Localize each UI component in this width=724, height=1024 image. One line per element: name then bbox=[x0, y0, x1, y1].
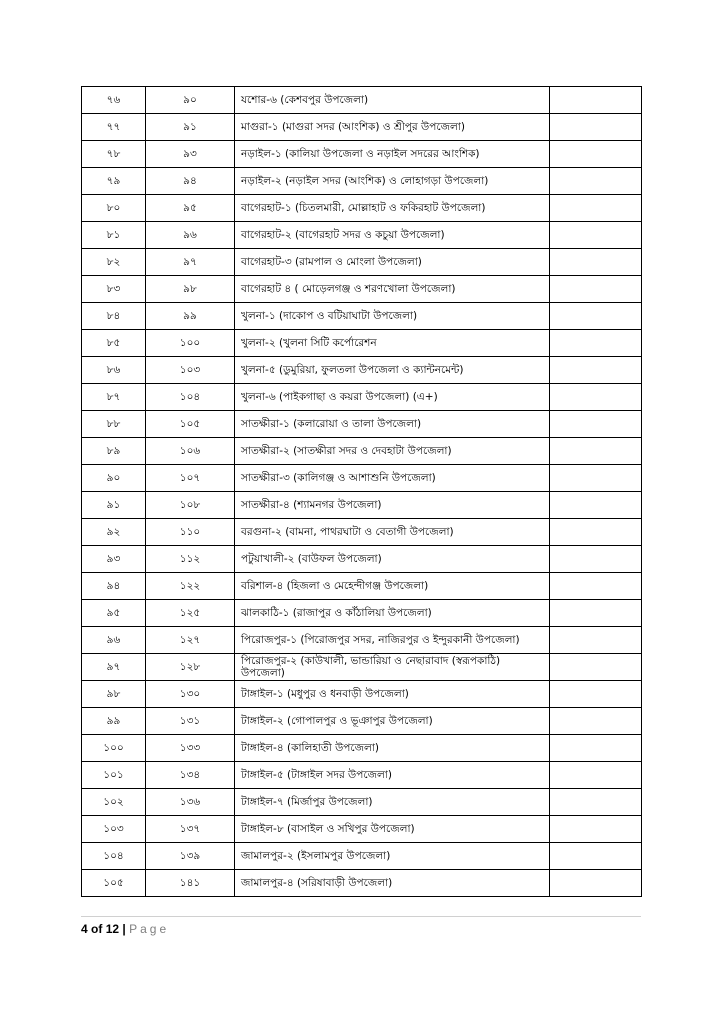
serial-cell: ৭৬ bbox=[82, 87, 146, 114]
constituency-name-cell: বরগুনা-২ (বামনা, পাথরঘাটা ও বেতাগী উপজেলা) bbox=[235, 519, 550, 546]
remark-cell bbox=[550, 870, 642, 897]
remark-cell bbox=[550, 681, 642, 708]
seat-number-cell: ৯৯ bbox=[146, 303, 235, 330]
constituency-name-cell: টাঙ্গাইল-১ (মধুপুর ও ধনবাড়ী উপজেলা) bbox=[235, 681, 550, 708]
remark-cell bbox=[550, 114, 642, 141]
seat-number-cell: ১০৮ bbox=[146, 492, 235, 519]
constituency-name-cell: পিরোজপুর-২ (কাউখালী, ভান্ডারিয়া ও নেছারাবাদ (স্বরূপকাঠি) উপজেলা) bbox=[235, 654, 550, 681]
remark-cell bbox=[550, 708, 642, 735]
remark-cell bbox=[550, 465, 642, 492]
serial-cell: ১০১ bbox=[82, 762, 146, 789]
serial-cell: ৯৩ bbox=[82, 546, 146, 573]
seat-number-cell: ৯৬ bbox=[146, 222, 235, 249]
constituency-name-cell: খুলনা-১ (দাকোপ ও বটিয়াঘাটা উপজেলা) bbox=[235, 303, 550, 330]
seat-table bbox=[81, 86, 642, 897]
table-row bbox=[82, 762, 642, 789]
table-body bbox=[82, 87, 642, 897]
table-row bbox=[82, 708, 642, 735]
table-row bbox=[82, 438, 642, 465]
page-number: 4 bbox=[81, 922, 88, 936]
page-label: Page bbox=[129, 922, 170, 936]
constituency-name-cell: বাগেরহাট ৪ ( মোড়েলগঞ্জ ও শরণখোলা উপজেলা) bbox=[235, 276, 550, 303]
table-row bbox=[82, 357, 642, 384]
table-row bbox=[82, 870, 642, 897]
serial-cell: ১০২ bbox=[82, 789, 146, 816]
seat-number-cell: ১০৫ bbox=[146, 411, 235, 438]
constituency-name-cell: খুলনা-৬ (পাইকগাছা ও কয়রা উপজেলা) (এ+) bbox=[235, 384, 550, 411]
remark-cell bbox=[550, 141, 642, 168]
constituency-name-cell: সাতক্ষীরা-১ (কলারোয়া ও তালা উপজেলা) bbox=[235, 411, 550, 438]
constituency-name-cell: জামালপুর-২ (ইসলামপুর উপজেলা) bbox=[235, 843, 550, 870]
page-total: of 12 bbox=[91, 922, 120, 936]
remark-cell bbox=[550, 843, 642, 870]
table-row bbox=[82, 411, 642, 438]
seat-number-cell: ১৩৭ bbox=[146, 816, 235, 843]
serial-cell: ৯২ bbox=[82, 519, 146, 546]
serial-cell: ৮৯ bbox=[82, 438, 146, 465]
seat-number-cell: ১০৪ bbox=[146, 384, 235, 411]
remark-cell bbox=[550, 276, 642, 303]
serial-cell: ১০০ bbox=[82, 735, 146, 762]
seat-number-cell: ১২৮ bbox=[146, 654, 235, 681]
serial-cell: ৮৬ bbox=[82, 357, 146, 384]
constituency-name-cell: সাতক্ষীরা-২ (সাতক্ষীরা সদর ও দেবহাটা উপজেলা) bbox=[235, 438, 550, 465]
table-row bbox=[82, 600, 642, 627]
remark-cell bbox=[550, 222, 642, 249]
serial-cell: ৮১ bbox=[82, 222, 146, 249]
remark-cell bbox=[550, 546, 642, 573]
constituency-name-cell: টাঙ্গাইল-৫ (টাঙ্গাইল সদর উপজেলা) bbox=[235, 762, 550, 789]
seat-number-cell: ৯৭ bbox=[146, 249, 235, 276]
seat-number-cell: ৯৩ bbox=[146, 141, 235, 168]
remark-cell bbox=[550, 303, 642, 330]
constituency-name-cell: বাগেরহাট-৩ (রামপাল ও মোংলা উপজেলা) bbox=[235, 249, 550, 276]
seat-number-cell: ১৩৩ bbox=[146, 735, 235, 762]
table-row bbox=[82, 87, 642, 114]
table-row bbox=[82, 843, 642, 870]
footer-separator: | bbox=[122, 922, 126, 936]
constituency-name-cell: ঝালকাঠি-১ (রাজাপুর ও কাঁঠালিয়া উপজেলা) bbox=[235, 600, 550, 627]
remark-cell bbox=[550, 438, 642, 465]
serial-cell: ৯১ bbox=[82, 492, 146, 519]
table-row bbox=[82, 492, 642, 519]
table-row bbox=[82, 330, 642, 357]
seat-number-cell: ১৩৪ bbox=[146, 762, 235, 789]
seat-number-cell: ১১০ bbox=[146, 519, 235, 546]
table-row bbox=[82, 249, 642, 276]
constituency-name-cell: টাঙ্গাইল-৪ (কালিহাতী উপজেলা) bbox=[235, 735, 550, 762]
constituency-name-cell: খুলনা-২ (খুলনা সিটি কর্পোরেশন bbox=[235, 330, 550, 357]
constituency-name-cell: নড়াইল-১ (কালিয়া উপজেলা ও নড়াইল সদরের আংশিক) bbox=[235, 141, 550, 168]
constituency-name-cell: টাঙ্গাইল-৮ (বাসাইল ও সখিপুর উপজেলা) bbox=[235, 816, 550, 843]
table-row bbox=[82, 681, 642, 708]
seat-number-cell: ১৪১ bbox=[146, 870, 235, 897]
seat-number-cell: ৯০ bbox=[146, 87, 235, 114]
serial-cell: ৮৭ bbox=[82, 384, 146, 411]
constituency-name-cell: নড়াইল-২ (নড়াইল সদর (আংশিক) ও লোহাগড়া উপজেলা) bbox=[235, 168, 550, 195]
seat-number-cell: ১৩৯ bbox=[146, 843, 235, 870]
seat-number-cell: ১০৩ bbox=[146, 357, 235, 384]
table-row bbox=[82, 789, 642, 816]
remark-cell bbox=[550, 249, 642, 276]
remark-cell bbox=[550, 492, 642, 519]
constituency-name-cell: সাতক্ষীরা-৩ (কালিগঞ্জ ও আশাশুনি উপজেলা) bbox=[235, 465, 550, 492]
serial-cell: ১০৫ bbox=[82, 870, 146, 897]
table-row bbox=[82, 195, 642, 222]
remark-cell bbox=[550, 87, 642, 114]
remark-cell bbox=[550, 627, 642, 654]
serial-cell: ৯০ bbox=[82, 465, 146, 492]
remark-cell bbox=[550, 735, 642, 762]
serial-cell: ৮৩ bbox=[82, 276, 146, 303]
remark-cell bbox=[550, 654, 642, 681]
serial-cell: ৭৮ bbox=[82, 141, 146, 168]
table-row bbox=[82, 519, 642, 546]
seat-number-cell: ৯৪ bbox=[146, 168, 235, 195]
seat-number-cell: ১৩১ bbox=[146, 708, 235, 735]
seat-number-cell: ৯৮ bbox=[146, 276, 235, 303]
serial-cell: ৯৮ bbox=[82, 681, 146, 708]
serial-cell: ৭৭ bbox=[82, 114, 146, 141]
table-row bbox=[82, 627, 642, 654]
constituency-name-cell: সাতক্ষীরা-৪ (শ্যামনগর উপজেলা) bbox=[235, 492, 550, 519]
seat-number-cell: ১১২ bbox=[146, 546, 235, 573]
table-row bbox=[82, 546, 642, 573]
seat-number-cell: ১২৭ bbox=[146, 627, 235, 654]
remark-cell bbox=[550, 168, 642, 195]
table-row bbox=[82, 222, 642, 249]
table-row bbox=[82, 735, 642, 762]
serial-cell: ৯৬ bbox=[82, 627, 146, 654]
remark-cell bbox=[550, 600, 642, 627]
remark-cell bbox=[550, 573, 642, 600]
constituency-name-cell: পিরোজপুর-১ (পিরোজপুর সদর, নাজিরপুর ও ইন্দুরকানী উপজেলা) bbox=[235, 627, 550, 654]
serial-cell: ৮০ bbox=[82, 195, 146, 222]
table-row bbox=[82, 303, 642, 330]
constituency-name-cell: মাগুরা-১ (মাগুরা সদর (আংশিক) ও শ্রীপুর উপজেলা) bbox=[235, 114, 550, 141]
seat-number-cell: ১২৫ bbox=[146, 600, 235, 627]
constituency-name-cell: যশোর-৬ (কেশবপুর উপজেলা) bbox=[235, 87, 550, 114]
constituency-name-cell: বাগেরহাট-১ (চিতলমারী, মোল্লাহাট ও ফকিরহাট উপজেলা) bbox=[235, 195, 550, 222]
constituency-name-cell: খুলনা-৫ (ডুমুরিয়া, ফুলতলা উপজেলা ও ক্যান্টনমেন্ট) bbox=[235, 357, 550, 384]
serial-cell: ১০৩ bbox=[82, 816, 146, 843]
table-row bbox=[82, 384, 642, 411]
seat-number-cell: ৯৫ bbox=[146, 195, 235, 222]
serial-cell: ৭৯ bbox=[82, 168, 146, 195]
remark-cell bbox=[550, 330, 642, 357]
constituency-name-cell: বাগেরহাট-২ (বাগেরহাট সদর ও কচুয়া উপজেলা) bbox=[235, 222, 550, 249]
serial-cell: ৮৫ bbox=[82, 330, 146, 357]
table-row bbox=[82, 114, 642, 141]
remark-cell bbox=[550, 411, 642, 438]
constituency-name-cell: পটুয়াখালী-২ (বাউফল উপজেলা) bbox=[235, 546, 550, 573]
table-row bbox=[82, 168, 642, 195]
table-row bbox=[82, 141, 642, 168]
page-footer bbox=[81, 916, 641, 936]
serial-cell: ৯৫ bbox=[82, 600, 146, 627]
seat-number-cell: ১৩০ bbox=[146, 681, 235, 708]
serial-cell: ১০৪ bbox=[82, 843, 146, 870]
serial-cell: ৯৭ bbox=[82, 654, 146, 681]
seat-number-cell: ১০৭ bbox=[146, 465, 235, 492]
remark-cell bbox=[550, 762, 642, 789]
constituency-name-cell: টাঙ্গাইল-৭ (মির্জাপুর উপজেলা) bbox=[235, 789, 550, 816]
table-row bbox=[82, 573, 642, 600]
remark-cell bbox=[550, 195, 642, 222]
constituency-name-cell: জামালপুর-৪ (সরিষাবাড়ী উপজেলা) bbox=[235, 870, 550, 897]
constituency-name-cell: বরিশাল-৪ (হিজলা ও মেহেন্দীগঞ্জ উপজেলা) bbox=[235, 573, 550, 600]
remark-cell bbox=[550, 357, 642, 384]
remark-cell bbox=[550, 384, 642, 411]
serial-cell: ৮৪ bbox=[82, 303, 146, 330]
table-row bbox=[82, 465, 642, 492]
remark-cell bbox=[550, 519, 642, 546]
seat-number-cell: ১০০ bbox=[146, 330, 235, 357]
remark-cell bbox=[550, 816, 642, 843]
table-row bbox=[82, 654, 642, 681]
constituency-name-cell: টাঙ্গাইল-২ (গোপালপুর ও ভূঞাপুর উপজেলা) bbox=[235, 708, 550, 735]
serial-cell: ৯৪ bbox=[82, 573, 146, 600]
seat-number-cell: ১২২ bbox=[146, 573, 235, 600]
remark-cell bbox=[550, 789, 642, 816]
serial-cell: ৯৯ bbox=[82, 708, 146, 735]
seat-number-cell: ১০৬ bbox=[146, 438, 235, 465]
table-row bbox=[82, 816, 642, 843]
serial-cell: ৮২ bbox=[82, 249, 146, 276]
seat-number-cell: ১৩৬ bbox=[146, 789, 235, 816]
seat-number-cell: ৯১ bbox=[146, 114, 235, 141]
table-row bbox=[82, 276, 642, 303]
serial-cell: ৮৮ bbox=[82, 411, 146, 438]
